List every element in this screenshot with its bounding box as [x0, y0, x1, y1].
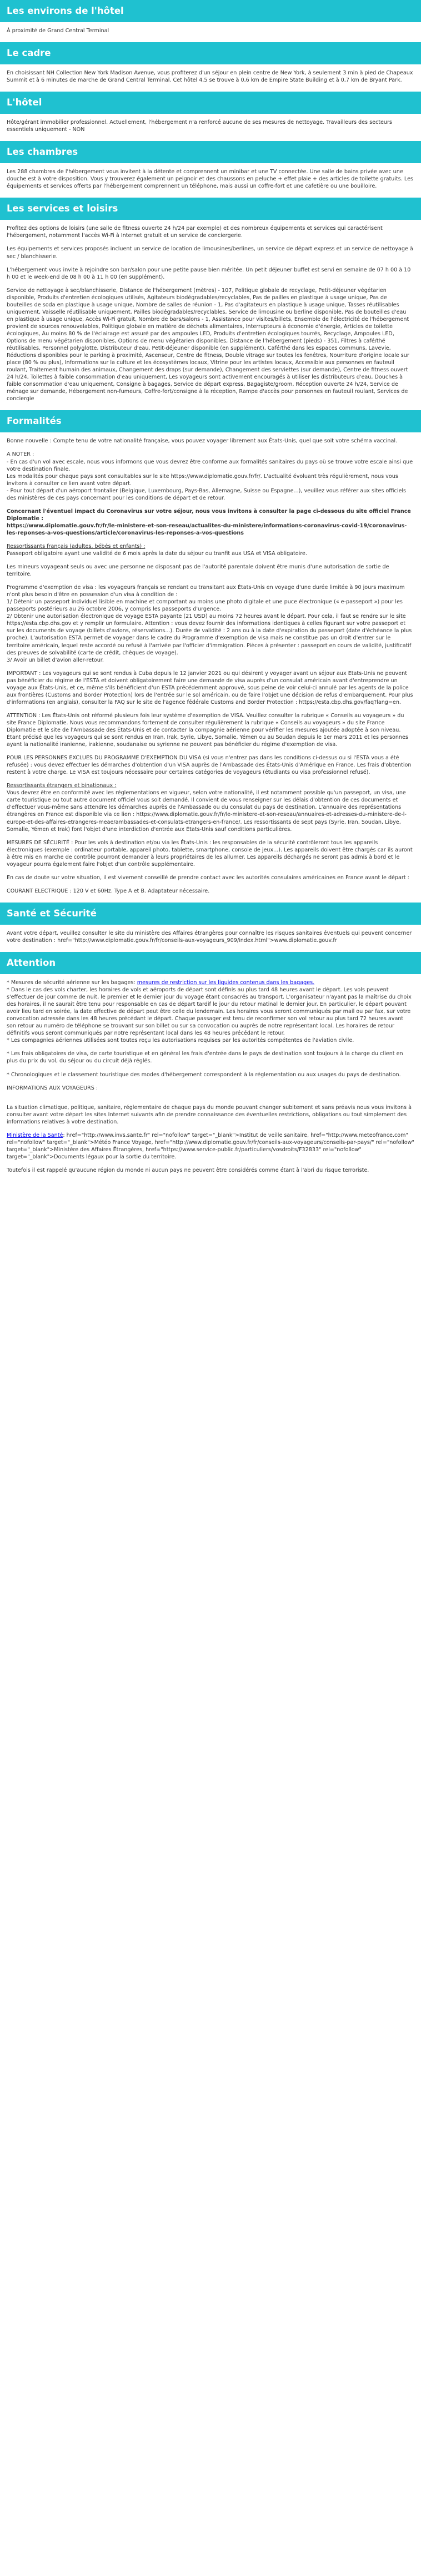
formalites-mineurs: Les mineurs voyageant seuls ou avec une personne ne disposant pas de l'autorité parentale doivent être munis d'une autorisation de sortie de territoire. — [7, 564, 389, 578]
section-text: En choisissant NH Collection New York Madison Avenue, vous profiterez d'un séjour en plein centre de New York, à seulement 3 min à pied de Chapeaux Summit et à 6 minutes de marche de Grand Central Terminal. Cet hôtel 4,5 se trouve à 0,6 km de Empire State Building et à 0,7 km de Bryant Park. — [7, 70, 413, 84]
section-attention — [0, 952, 421, 1182]
attention-liens-text: : href="http://www.invs.sante.fr" rel="nofollow" target="_blank">Institut de veille sanitaire, href="http://www.meteofrance.com" rel="nofollow" target="_blank">Météo France Voyage, href="http://www.diplomatie.gouv.fr/fr/conseils-aux-voyageurs/conseils-par-pays/" rel="nofollow" target="_blank">Ministère des Affaires Étrangères, href="https://www.service-public.fr/particuliers/vosdroits/F32833" rel="nofollow" target="_blank">Documents légaux pour la sortie du territoire. — [7, 1132, 414, 1160]
attention-liens — [7, 1132, 414, 1161]
section-title: Santé et Sécurité — [0, 903, 421, 925]
section-title: Le cadre — [0, 42, 421, 64]
attention-securite-label: * Mesures de sécurité aérienne sur les bagages: — [7, 979, 137, 986]
formalites-exclues: POUR LES PERSONNES EXCLUES DU PROGRAMME D'EXEMPTION DU VISA (si vous n'entrez pas dans les conditions ci-dessus ou si l'ESTA vous a été refusée) : vous devez effectuer les démarches d'obtention d'un VISA auprès de l'Ambassade des États-Unis d'Amérique en France. Les frais d'obtention restent à votre charge. Le VISA est toujours nécessaire pour certaines catégories de voyageurs (étudiants ou visa professionnel refusé). — [7, 755, 412, 776]
formalites-ressortissants-heading: Ressortissants français (adultes, bébés et enfants) : — [7, 543, 146, 550]
attention-terrorisme: Toutefois il est rappelé qu'aucune région du monde ni aucun pays ne peuvent être considérés comme étant à l'abri du risque terroriste. — [7, 1167, 369, 1173]
section-title: Formalités — [0, 410, 421, 432]
formalites-note-label: A NOTER : — [7, 451, 34, 458]
formalites-coronavirus-link[interactable]: https://www.diplomatie.gouv.fr/fr/le-ministere-et-son-reseau/actualites-du-ministere/informations-coronavirus-covid-19/coronavirus-les-reponses-a-vos-questions/article/coronavirus-les-reponses-a-vos-questions — [7, 522, 407, 536]
formalites-etrangers-heading: Ressortissants étrangers et binationaux : — [7, 783, 117, 789]
formalites-visa-3: 3/ Avoir un billet d'avion aller-retour. — [7, 657, 104, 663]
attention-charter: * Dans le cas des vols charter, les horaires de vols et aéroports de départ sont définis au plus tard 48 heures avant le départ. Les vols peuvent s'effectuer de jour comme de nuit, le premier et le dernier jour du voyage étant consacrés au transport. L'organisateur n'ayant pas la maîtrise du choix des horaires, il ne saurait être tenu pour responsable en cas de départ tardif le jour du retour matinal le dernier jour. En particulier, le départ pouvant avoir lieu tard en soirée, la date effective de départ peut être celle du lendemain. Les horaires vous seront communiqués par mail ou par fax, sur votre convocation adressée dans les 48 heures précédant le départ. Chaque passager est tenu de reconfirmer son vol retour au plus tard 72 heures avant son retour au numéro de téléphone se trouvant sur son billet ou sur sa convocation ou auprès de notre représentant local. Les horaires de retour définitifs vous seront communiqués par notre représentant local dans les 48 heures précédant le retour. — [7, 987, 412, 1037]
section-title: Attention — [0, 952, 421, 974]
attention-classement: * Chronologiques et le classement touristique des modes d'hébergement correspondent à la réglementation ou aux usages du pays de destination. — [7, 1071, 401, 1078]
attention-compagnies: * Les compagnies aériennes utilisées sont toutes reçu les autorisations requises par les autorités compétentes de l'aviation civile. — [7, 1037, 354, 1044]
section-chambres — [0, 141, 421, 198]
section-title: Les services et loisirs — [0, 198, 421, 220]
section-title: Les environs de l'hôtel — [0, 0, 421, 22]
formalites-visa-2: 2/ Obtenir une autorisation électronique de voyage ESTA payante (21 USD) au moins 72 heures avant le départ. Pour cela, il faut se rendre sur le site https://esta.cbp.dhs.gov et y remplir un formulaire. Attention : vous devez fournir des informations identiques à celles figurant sur votre passeport et sur les documents de voyage (billets d'avions, réservations...). Durée de validité : 2 ans ou à la date d'expiration du passeport (date d'échéance la plus proche). L'autorisation ESTA permet de voyager dans le cadre du Programme d'exemption de visa mais ne constitue pas un droit d'entrer sur le territoire américain, lequel reste accordé ou refusé à l'arrivée par l'officier d'immigration. Pièces à présenter : passeport en cours de validité, justificatif des preuves de solvabilité (carte de crédit, chèques de voyage). — [7, 613, 412, 656]
attention-securite — [7, 979, 414, 986]
formalites-etrangers: Vous devrez être en conformité avec les réglementations en vigueur, selon votre nationalité, il est notamment possible qu'un passeport, un visa, une carte touristique ou tout autre document officiel vous soit demandé. Il convient de vous renseigner sur les délais d'obtention de ces documents et d'effectuer vous-même sans attendre les démarches auprès de l'Ambassade ou du consulat du pays de destination. L'annuaire des représentations étrangères en France est disponible via ce lien : https://www.diplomatie.gouv.fr/fr/le-ministere-et-son-reseau/annuaires-et-adresses-du-ministere-de-l-europe-et-des-affaires-etrangeres-meae/ambassades-et-consulats-etrangers-en-france/. Les ressortissants de sept pays (Syrie, Iran, Soudan, Libye, Somalie, Yémen et Irak) font l'objet d'une interdiction d'entrée aux États-Unis sauf conditions particulières. — [7, 790, 407, 833]
section-formalites — [0, 410, 421, 902]
formalites-doute: En cas de doute sur votre situation, il est vivement conseillé de prendre contact avec les autorités consulaires américaines en France avant le départ : — [7, 874, 409, 881]
section-title: Les chambres — [0, 141, 421, 163]
formalites-important: IMPORTANT : Les voyageurs qui se sont rendus à Cuba depuis le 12 janvier 2021 ou qui désirent y voyager avant un séjour aux Etats-Unis ne peuvent pas bénéficier du régime de l'ESTA et doivent obligatoirement faire une demande de visa auprès d'un consulat américain avant d'entreprendre un voyage aux États-Unis, et ce, même s'ils bénéficient d'un ESTA précédemment approuvé, sous peine de voir celui-ci annulé par les agents de la police aux frontières (Customs and Border Protection) lors de l'entrée sur le sol américain, ou de faire l'objet une décision de refus d'embarquement. Pour plus d'informations (en anglais), consulter la FAQ sur le site de l'agence fédérale Customs and Border Protection : https://esta.cbp.dhs.gov/faq?lang=en. — [7, 670, 413, 705]
formalites-visa-1: 1/ Détenir un passeport individuel lisible en machine et comportant au moins une photo digitale et une puce électronique (« e-passeport ») pour les passeports postérieurs au 26 octobre 2006, y compris les passeports d'urgence. — [7, 599, 403, 613]
section-title: L'hôtel — [0, 92, 421, 114]
services-intro: Profitez des options de loisirs (une salle de fitness ouverte 24 h/24 par exemple) et des nombreux équipements et services qui caractérisent l'hébergement, notamment l'accès Wi-Fi à Internet gratuit et un service de conciergerie. — [7, 225, 383, 239]
formalites-courant: COURANT ELECTRIQUE : 120 V et 60Hz. Type A et B. Adaptateur nécessaire. — [7, 888, 210, 894]
formalites-intro: Bonne nouvelle : Compte tenu de votre nationalité française, vous pouvez voyager librement aux États-Unis, quel que soit votre schéma vaccinal. — [7, 438, 398, 445]
formalites-note-frontalier: - Pour tout départ d'un aéroport frontalier (Belgique, Luxembourg, Pays-Bas, Allemagne, Suisse ou Espagne...), veuillez vous référer aux sites officiels des ministères de ces pays concernant pour les conditions de départ et de retour. — [7, 487, 407, 501]
attention-info-heading: INFORMATIONS AUX VOYAGEURS : — [7, 1085, 98, 1091]
formalites-securite: MESURES DE SÉCURITÉ : Pour les vols à destination et/ou via les États-Unis : les responsables de la sécurité contrôleront tous les appareils électroniques (exemple : ordinateur portable, appareil photo, tablette, smartphone, console de jeux...). Les appareils doivent être chargés car ils auront à être mis en marche de contrôle pourront demander à leurs propriétaires de les allumer. Les appareils déchargés ne seront pas admis à bord et le voyageur pourra également faire l'objet d'un contrôle supplémentaire. — [7, 839, 413, 868]
formalites-note-modalites: Les modalités pour chaque pays sont consultables sur le site https://www.diplomatie.gouv.fr/fr/. L'actualité évoluant très régulièrement, nous vous invitons à consulter ce lien avant votre départ. — [7, 473, 398, 487]
formalites-visa-programme: Programme d'exemption de visa : les voyageurs français se rendant ou transitant aux États-Unis en voyage d'une durée limitée à 90 jours maximum n'ont plus besoin d'être en possession d'un visa à condition de : — [7, 584, 405, 598]
attention-climat: La situation climatique, politique, sanitaire, réglementaire de chaque pays du monde pouvant changer subitement et sans préavis nous vous invitons à consulter avant votre départ les sites Internet suivants afin de prendre connaissance des éventuelles restrictions, obligations ou tout simplement des informations relatives à votre destination. — [7, 1104, 412, 1125]
formalites-attention: ATTENTION : Les États-Unis ont réformé plusieurs fois leur système d'exemption de VISA. Veuillez consulter la rubrique « Conseils au voyageurs » du site France Diplomatie. Nous vous recommandons fortement de consulter régulièrement la rubrique « Conseils au voyageurs » du site France Diplomatie et le site de l'Ambassade des États-Unis et de contacter la compagnie aérienne pour vérifier les mesures ajoutée adoptée à son niveau. Étant précisé que les voyageurs qui se sont rendus en Iran, Irak, Syrie, Libye, Somalie, Yémen ou au Soudan depuis le 1er mars 2011 et les personnes ayant la nationalité iranienne, irakienne, soudanaise ou syrienne ne peuvent pas bénéficier du régime d'exemption de visa. — [7, 712, 408, 748]
formalites-coronavirus: Concernant l'éventuel impact du Coronavirus sur votre séjour, nous vous invitons à consulter la page ci-dessous du site officiel France Diplomatie : — [7, 508, 411, 522]
liquides-restriction-link[interactable]: mesures de restriction sur les liquides contenus dans les bagages. — [137, 979, 315, 986]
section-sante — [0, 903, 421, 952]
attention-frais: * Les frais obligatoires de visa, de carte touristique et en général les frais d'entrée dans le pays de destination sont toujours à la charge du client en plus du prix du vol, du séjour ou du circuit déjà réglés. — [7, 1051, 403, 1065]
section-services — [0, 198, 421, 410]
services-list: Service de nettoyage à sec/blanchisserie, Distance de l'hébergement (mètres) - 107, Politique globale de recyclage, Petit-déjeuner végétarien disponible, Produits d'entretien écologiques utilisés, Agitateurs biodégradables/recyclables, Pas de pailles en plastique à usage unique, Pas de bouteilles de soda en plastique à usage unique, Nombre de salles de réunion - 1, Pas d'agitateurs en plastique à usage unique, Tasses réutilisables uniquement, Vaisselle réutilisable uniquement, Pailles biodégradables/recyclables, Service de limousine ou berline disponible, Pas de bouteilles d'eau en plastique à usage unique, Accès Wi-Fi gratuit, Nombre de bars/salons - 1, Assistance pour visites/billets, Ensemble de l'électricité de l'hébergement provient de sources renouvelables, Politique globale en matière de déchets alimentaires, Interrupteurs à économie d'énergie, Articles de toilette écologiques, Au moins 80 % de l'éclairage est assuré par des ampoules LED, Produits d'entretien écologiques tourrés, Recyclage, Ampoules LED, Options de menu végétarien disponibles, Options de menu végétarien disponibles, Distance de l'hébergement (pieds) - 351, Filtres à café/thé réutilisables, Personnel polyglotte, Distributeur d'eau, Petit-déjeuner disponible (en supplément), Café/thé dans les espaces communs, Lavevie, Réductions disponibles pour le parking à proximité, Ascenseur, Centre de fitness, Double vitrage sur toutes les fenêtres, Nourriture d'origine locale sur place (80 % ou plus), Informations sur la culture et les écosystèmes locaux, Vitrine pour les artistes locaux, Accessible aux personnes en fauteuil roulant, Traitement humain des animaux, Changement des draps (sur demande), Changement des serviettes (sur demande), Centre de fitness ouvert 24 h/24, Toilettes à faible consommation d'eau uniquement, Les voyageurs sont activement encouragés à utiliser les distributeurs d'eau, Douches à faible consommation d'eau uniquement, Consigne à bagages, Service de départ express, Bagagiste/groom, Réception ouverte 24 h/24, Service de ménage sur demande, Hébergement non-fumeurs, Coffre-fort/consigne à la réception, Rampe d'accès pour personnes en fauteuil roulant, Services de conciergie — [7, 287, 409, 402]
section-hotel — [0, 92, 421, 141]
section-cadre — [0, 42, 421, 92]
section-text: Avant votre départ, veuillez consulter le site du ministère des Affaires étrangères pour connaître les risques sanitaires éventuels qui peuvent concerner votre destination : href="http://www.diplomatie.gouv.fr/fr/conseils-aux-voyageurs_909/index.html">www.diplomatie.gouv.fr — [7, 930, 412, 944]
section-text: À proximité de Grand Central Terminal — [7, 28, 109, 34]
ministere-sante-link[interactable]: Ministère de la Santé — [7, 1132, 63, 1138]
formalites-note-escale: - En cas d'un vol avec escale, nous vous informons que vous devrez être conforme aux formalités sanitaires du pays où se trouve votre escale ainsi que votre destination finale. — [7, 458, 413, 472]
section-text: Les 288 chambres de l'hébergement vous invitent à la détente et comprennent un minibar et une TV connectée. Une salle de bains privée avec une douche est à votre disposition. Vous y trouverez également un peignoir et des chaussons en peluche + effet plaie + des articles de toilette gratuits. Les équipements et services offerts par l'hébergement comprennent un téléphone, mais aussi un coffre-fort et une cafetière ou une bouilloire. — [7, 169, 413, 190]
services-equipment: Les équipements et services proposés incluent un service de location de limousines/berlines, un service de départ express et un service de nettoyage à sec / blanchisserie. — [7, 246, 413, 260]
formalites-passeport: Passeport obligatoire ayant une validité de 6 mois après la date du séjour ou tranfit aux USA et VISA obligatoire. — [7, 551, 308, 557]
services-bar: L'hébergement vous invite à rejoindre son bar/salon pour une petite pause bien méritée. Un petit déjeuner buffet est servi en semaine de 07 h 00 à 10 h 00 et le week-end de 08 h 00 à 11 h 00 (en supplément). — [7, 266, 411, 280]
section-environs — [0, 0, 421, 42]
section-text: Hôte/gérant immobilier professionnel. Actuellement, l'hébergement n'a renforcé aucune de ses mesures de nettoyage. Travailleurs des secteurs essentiels uniquement - NON — [7, 119, 392, 133]
